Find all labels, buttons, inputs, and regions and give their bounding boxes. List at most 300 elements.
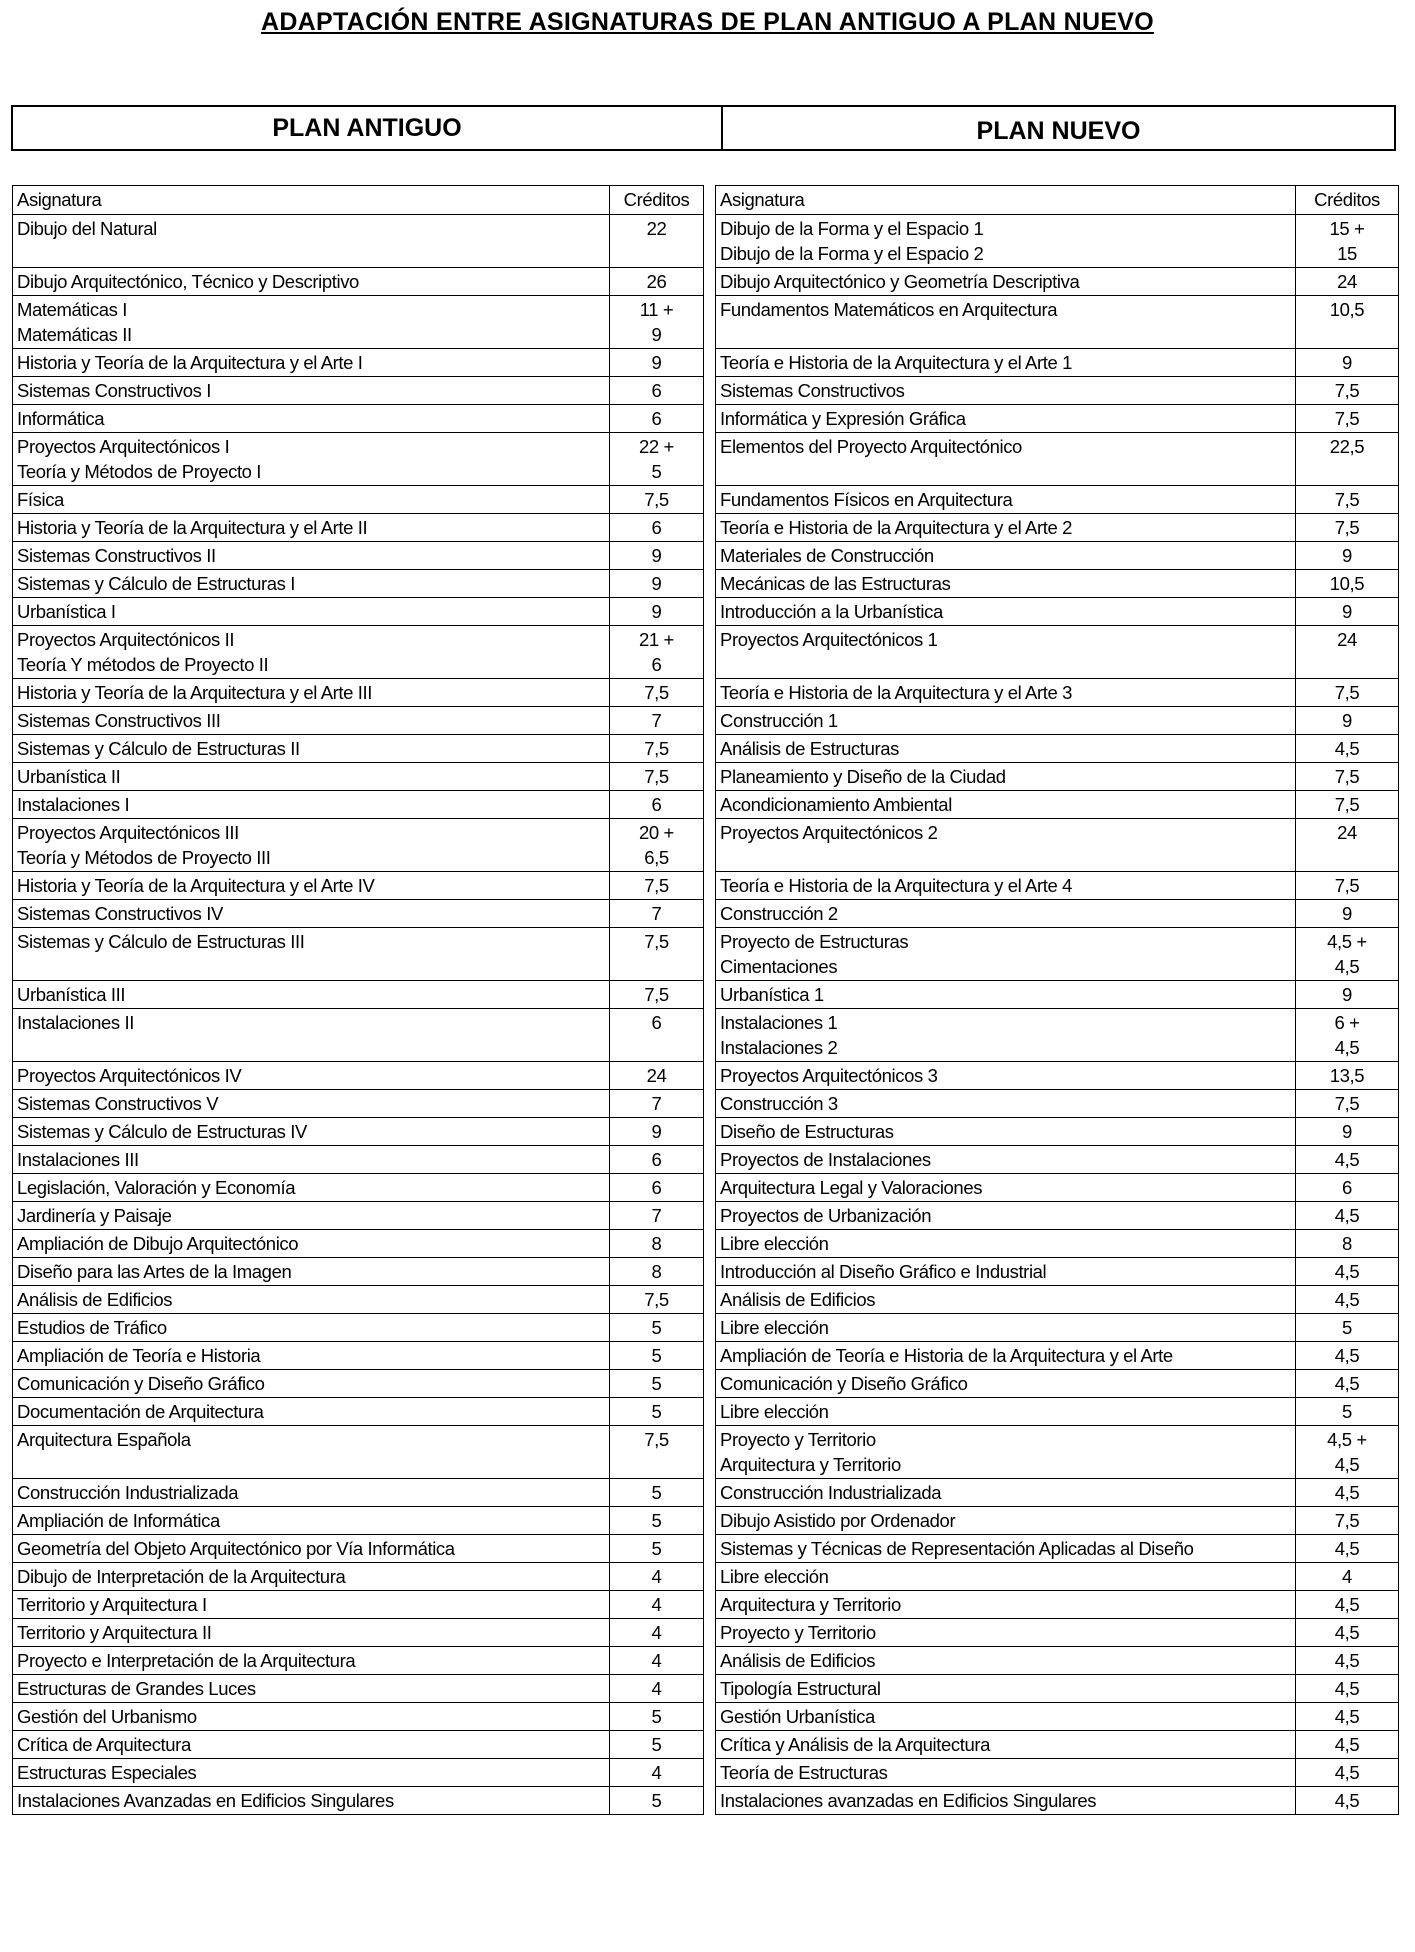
table-row bbox=[13, 928, 1399, 981]
new-credits-cell: 6 bbox=[1296, 1174, 1399, 1202]
old-credits-cell: 5 bbox=[610, 1342, 704, 1370]
new-subject-cell: Teoría e Historia de la Arquitectura y el Arte 2 bbox=[716, 514, 1296, 542]
table-row bbox=[13, 679, 1399, 707]
table-row bbox=[13, 1535, 1399, 1563]
old-credits-cell: 11 + 9 bbox=[610, 296, 704, 349]
old-subject-cell: Proyectos Arquitectónicos I Teoría y Métodos de Proyecto I bbox=[13, 433, 610, 486]
new-credits-cell: 24 bbox=[1296, 268, 1399, 296]
new-subject-cell: Construcción 2 bbox=[716, 900, 1296, 928]
new-subject-cell: Fundamentos Físicos en Arquitectura bbox=[716, 486, 1296, 514]
new-subject-cell: Teoría e Historia de la Arquitectura y el Arte 3 bbox=[716, 679, 1296, 707]
old-credits-cell: 5 bbox=[610, 1370, 704, 1398]
new-subject-cell: Mecánicas de las Estructuras bbox=[716, 570, 1296, 598]
old-subject-cell: Ampliación de Dibujo Arquitectónico bbox=[13, 1230, 610, 1258]
new-credits-cell: 4,5 bbox=[1296, 1479, 1399, 1507]
old-subject-cell: Geometría del Objeto Arquitectónico por Vía Informática bbox=[13, 1535, 610, 1563]
table-row bbox=[13, 405, 1399, 433]
new-subject-cell: Instalaciones 1 Instalaciones 2 bbox=[716, 1009, 1296, 1062]
new-subject-cell: Materiales de Construcción bbox=[716, 542, 1296, 570]
new-subject-cell: Diseño de Estructuras bbox=[716, 1118, 1296, 1146]
new-credits-cell: 4,5 bbox=[1296, 1370, 1399, 1398]
column-gap bbox=[704, 542, 716, 570]
new-credits-cell: 9 bbox=[1296, 542, 1399, 570]
table-row bbox=[13, 626, 1399, 679]
old-subject-cell: Física bbox=[13, 486, 610, 514]
column-gap bbox=[704, 405, 716, 433]
table-row bbox=[13, 1342, 1399, 1370]
table-row bbox=[13, 1479, 1399, 1507]
new-credits-cell: 4,5 bbox=[1296, 735, 1399, 763]
column-gap bbox=[704, 1202, 716, 1230]
old-credits-cell: 7,5 bbox=[610, 872, 704, 900]
old-credits-cell: 7,5 bbox=[610, 928, 704, 981]
table-row bbox=[13, 1787, 1399, 1815]
table-row bbox=[13, 1398, 1399, 1426]
column-gap bbox=[704, 928, 716, 981]
column-gap bbox=[704, 1619, 716, 1647]
old-plan-heading: PLAN ANTIGUO bbox=[13, 107, 723, 149]
old-subject-cell: Historia y Teoría de la Arquitectura y el Arte IV bbox=[13, 872, 610, 900]
new-credits-cell: 7,5 bbox=[1296, 1507, 1399, 1535]
column-gap bbox=[704, 1370, 716, 1398]
column-gap bbox=[704, 1314, 716, 1342]
new-credits-cell: 4,5 bbox=[1296, 1591, 1399, 1619]
new-credits-cell: 13,5 bbox=[1296, 1062, 1399, 1090]
old-subject-cell: Sistemas Constructivos V bbox=[13, 1090, 610, 1118]
new-credits-cell: 4,5 + 4,5 bbox=[1296, 1426, 1399, 1479]
old-subject-cell: Informática bbox=[13, 405, 610, 433]
old-subject-cell: Historia y Teoría de la Arquitectura y el Arte II bbox=[13, 514, 610, 542]
new-subject-cell: Construcción 3 bbox=[716, 1090, 1296, 1118]
new-subject-cell: Teoría e Historia de la Arquitectura y el Arte 1 bbox=[716, 349, 1296, 377]
old-credits-cell: 7 bbox=[610, 707, 704, 735]
table-row bbox=[13, 1675, 1399, 1703]
new-subject-cell: Libre elección bbox=[716, 1563, 1296, 1591]
column-gap bbox=[704, 1563, 716, 1591]
column-gap bbox=[704, 570, 716, 598]
column-gap bbox=[704, 1731, 716, 1759]
old-subject-cell: Urbanística II bbox=[13, 763, 610, 791]
new-subject-cell: Gestión Urbanística bbox=[716, 1703, 1296, 1731]
old-subject-cell: Estudios de Tráfico bbox=[13, 1314, 610, 1342]
column-gap bbox=[704, 1342, 716, 1370]
column-gap bbox=[704, 1787, 716, 1815]
new-subject-cell: Construcción 1 bbox=[716, 707, 1296, 735]
new-credits-cell: 4,5 bbox=[1296, 1759, 1399, 1787]
old-credits-cell: 9 bbox=[610, 349, 704, 377]
column-gap bbox=[704, 1286, 716, 1314]
old-subject-cell: Matemáticas I Matemáticas II bbox=[13, 296, 610, 349]
table-row bbox=[13, 707, 1399, 735]
new-credits-cell: 4,5 bbox=[1296, 1342, 1399, 1370]
table-row bbox=[13, 1062, 1399, 1090]
old-credits-cell: 6 bbox=[610, 1174, 704, 1202]
old-credits-cell: 6 bbox=[610, 791, 704, 819]
column-gap bbox=[704, 981, 716, 1009]
old-credits-cell: 21 + 6 bbox=[610, 626, 704, 679]
new-credits-cell: 7,5 bbox=[1296, 763, 1399, 791]
column-gap bbox=[704, 1535, 716, 1563]
old-subject-cell: Construcción Industrializada bbox=[13, 1479, 610, 1507]
table-row bbox=[13, 1009, 1399, 1062]
old-subject-cell: Sistemas Constructivos IV bbox=[13, 900, 610, 928]
table-row bbox=[13, 1370, 1399, 1398]
new-credits-cell: 7,5 bbox=[1296, 486, 1399, 514]
table-row bbox=[13, 1202, 1399, 1230]
old-subject-cell: Jardinería y Paisaje bbox=[13, 1202, 610, 1230]
plan-header bbox=[11, 105, 1396, 151]
old-credits-cell: 7,5 bbox=[610, 763, 704, 791]
table-row bbox=[13, 1619, 1399, 1647]
new-subject-cell: Proyectos Arquitectónicos 2 bbox=[716, 819, 1296, 872]
old-credits-cell: 7 bbox=[610, 900, 704, 928]
table-row bbox=[13, 215, 1399, 268]
column-gap bbox=[704, 1675, 716, 1703]
old-subject-cell: Proyectos Arquitectónicos IV bbox=[13, 1062, 610, 1090]
new-subject-header: Asignatura bbox=[716, 186, 1296, 215]
old-credits-cell: 9 bbox=[610, 598, 704, 626]
column-gap bbox=[704, 1398, 716, 1426]
old-subject-cell: Crítica de Arquitectura bbox=[13, 1731, 610, 1759]
old-subject-cell: Instalaciones Avanzadas en Edificios Singulares bbox=[13, 1787, 610, 1815]
old-subject-cell: Historia y Teoría de la Arquitectura y el Arte I bbox=[13, 349, 610, 377]
new-credits-cell: 4,5 bbox=[1296, 1675, 1399, 1703]
old-subject-cell: Proyectos Arquitectónicos II Teoría Y métodos de Proyecto II bbox=[13, 626, 610, 679]
new-subject-cell: Elementos del Proyecto Arquitectónico bbox=[716, 433, 1296, 486]
new-subject-cell: Instalaciones avanzadas en Edificios Singulares bbox=[716, 1787, 1296, 1815]
new-subject-cell: Proyecto de Estructuras Cimentaciones bbox=[716, 928, 1296, 981]
table-row bbox=[13, 1507, 1399, 1535]
table-row bbox=[13, 1174, 1399, 1202]
table-row bbox=[13, 763, 1399, 791]
old-credits-cell: 22 bbox=[610, 215, 704, 268]
column-gap bbox=[704, 1591, 716, 1619]
column-gap bbox=[704, 186, 716, 215]
new-credits-cell: 9 bbox=[1296, 349, 1399, 377]
old-subject-cell: Diseño para las Artes de la Imagen bbox=[13, 1258, 610, 1286]
column-gap bbox=[704, 1230, 716, 1258]
old-subject-cell: Sistemas y Cálculo de Estructuras III bbox=[13, 928, 610, 981]
column-gap bbox=[704, 1090, 716, 1118]
old-subject-cell: Ampliación de Teoría e Historia bbox=[13, 1342, 610, 1370]
new-credits-cell: 9 bbox=[1296, 707, 1399, 735]
new-subject-cell: Proyecto y Territorio bbox=[716, 1619, 1296, 1647]
new-credits-cell: 7,5 bbox=[1296, 405, 1399, 433]
old-credits-cell: 4 bbox=[610, 1759, 704, 1787]
new-credits-cell: 24 bbox=[1296, 819, 1399, 872]
column-gap bbox=[704, 486, 716, 514]
new-credits-cell: 9 bbox=[1296, 981, 1399, 1009]
new-subject-cell: Sistemas Constructivos bbox=[716, 377, 1296, 405]
old-credits-cell: 5 bbox=[610, 1507, 704, 1535]
new-credits-cell: 4,5 bbox=[1296, 1703, 1399, 1731]
old-subject-cell: Historia y Teoría de la Arquitectura y el Arte III bbox=[13, 679, 610, 707]
table-row bbox=[13, 981, 1399, 1009]
table-row bbox=[13, 1759, 1399, 1787]
old-subject-cell: Comunicación y Diseño Gráfico bbox=[13, 1370, 610, 1398]
old-credits-cell: 7,5 bbox=[610, 981, 704, 1009]
old-subject-header: Asignatura bbox=[13, 186, 610, 215]
column-gap bbox=[704, 707, 716, 735]
table-row bbox=[13, 819, 1399, 872]
column-gap bbox=[704, 1118, 716, 1146]
table-row bbox=[13, 570, 1399, 598]
new-credits-cell: 24 bbox=[1296, 626, 1399, 679]
column-gap bbox=[704, 1479, 716, 1507]
adaptation-table bbox=[12, 185, 1399, 1815]
new-subject-cell: Teoría e Historia de la Arquitectura y el Arte 4 bbox=[716, 872, 1296, 900]
old-credits-cell: 4 bbox=[610, 1563, 704, 1591]
old-subject-cell: Instalaciones II bbox=[13, 1009, 610, 1062]
old-subject-cell: Ampliación de Informática bbox=[13, 1507, 610, 1535]
old-credits-cell: 6 bbox=[610, 1009, 704, 1062]
new-subject-cell: Dibujo Asistido por Ordenador bbox=[716, 1507, 1296, 1535]
new-subject-cell: Proyectos Arquitectónicos 1 bbox=[716, 626, 1296, 679]
new-subject-cell: Proyectos de Instalaciones bbox=[716, 1146, 1296, 1174]
column-gap bbox=[704, 1426, 716, 1479]
new-credits-cell: 4,5 bbox=[1296, 1731, 1399, 1759]
new-credits-cell: 4,5 bbox=[1296, 1787, 1399, 1815]
new-credits-cell: 7,5 bbox=[1296, 1090, 1399, 1118]
table-row bbox=[13, 1703, 1399, 1731]
old-subject-cell: Urbanística I bbox=[13, 598, 610, 626]
new-credits-cell: 4,5 bbox=[1296, 1647, 1399, 1675]
table-row bbox=[13, 1563, 1399, 1591]
old-subject-cell: Arquitectura Española bbox=[13, 1426, 610, 1479]
new-credits-cell: 8 bbox=[1296, 1230, 1399, 1258]
table-row bbox=[13, 542, 1399, 570]
old-credits-cell: 4 bbox=[610, 1647, 704, 1675]
new-credits-cell: 7,5 bbox=[1296, 791, 1399, 819]
table-row bbox=[13, 1258, 1399, 1286]
new-credits-cell: 10,5 bbox=[1296, 570, 1399, 598]
table-row bbox=[13, 514, 1399, 542]
table-row bbox=[13, 791, 1399, 819]
new-subject-cell: Dibujo Arquitectónico y Geometría Descriptiva bbox=[716, 268, 1296, 296]
table-row bbox=[13, 433, 1399, 486]
column-gap bbox=[704, 1258, 716, 1286]
old-credits-cell: 5 bbox=[610, 1535, 704, 1563]
old-credits-cell: 4 bbox=[610, 1619, 704, 1647]
old-credits-cell: 6 bbox=[610, 405, 704, 433]
old-subject-cell: Estructuras Especiales bbox=[13, 1759, 610, 1787]
new-subject-cell: Proyectos Arquitectónicos 3 bbox=[716, 1062, 1296, 1090]
old-credits-cell: 9 bbox=[610, 542, 704, 570]
old-subject-cell: Legislación, Valoración y Economía bbox=[13, 1174, 610, 1202]
column-gap bbox=[704, 763, 716, 791]
old-credits-cell: 7 bbox=[610, 1090, 704, 1118]
new-credits-cell: 7,5 bbox=[1296, 872, 1399, 900]
column-gap bbox=[704, 791, 716, 819]
column-gap bbox=[704, 598, 716, 626]
new-subject-cell: Libre elección bbox=[716, 1398, 1296, 1426]
column-gap bbox=[704, 1759, 716, 1787]
old-subject-cell: Proyecto e Interpretación de la Arquitectura bbox=[13, 1647, 610, 1675]
old-credits-cell: 8 bbox=[610, 1258, 704, 1286]
new-subject-cell: Arquitectura y Territorio bbox=[716, 1591, 1296, 1619]
new-subject-cell: Libre elección bbox=[716, 1230, 1296, 1258]
table-row bbox=[13, 1090, 1399, 1118]
table-row bbox=[13, 1286, 1399, 1314]
new-subject-cell: Sistemas y Técnicas de Representación Aplicadas al Diseño bbox=[716, 1535, 1296, 1563]
new-subject-cell: Acondicionamiento Ambiental bbox=[716, 791, 1296, 819]
old-subject-cell: Urbanística III bbox=[13, 981, 610, 1009]
new-subject-cell: Ampliación de Teoría e Historia de la Arquitectura y el Arte bbox=[716, 1342, 1296, 1370]
column-gap bbox=[704, 626, 716, 679]
column-gap bbox=[704, 296, 716, 349]
table-row bbox=[13, 1230, 1399, 1258]
old-credits-cell: 20 + 6,5 bbox=[610, 819, 704, 872]
new-credits-cell: 7,5 bbox=[1296, 377, 1399, 405]
table-row bbox=[13, 349, 1399, 377]
old-credits-cell: 8 bbox=[610, 1230, 704, 1258]
new-credits-cell: 4,5 bbox=[1296, 1619, 1399, 1647]
column-gap bbox=[704, 433, 716, 486]
new-subject-cell: Libre elección bbox=[716, 1314, 1296, 1342]
column-gap bbox=[704, 514, 716, 542]
new-subject-cell: Análisis de Estructuras bbox=[716, 735, 1296, 763]
old-credits-cell: 26 bbox=[610, 268, 704, 296]
old-credits-cell: 6 bbox=[610, 1146, 704, 1174]
new-credits-cell: 4,5 bbox=[1296, 1286, 1399, 1314]
column-gap bbox=[704, 1062, 716, 1090]
table-row bbox=[13, 1146, 1399, 1174]
old-credits-cell: 4 bbox=[610, 1675, 704, 1703]
old-subject-cell: Sistemas y Cálculo de Estructuras IV bbox=[13, 1118, 610, 1146]
page-title: ADAPTACIÓN ENTRE ASIGNATURAS DE PLAN ANTIGUO A PLAN NUEVO bbox=[260, 8, 1155, 36]
old-credits-cell: 5 bbox=[610, 1787, 704, 1815]
old-credits-cell: 6 bbox=[610, 377, 704, 405]
column-gap bbox=[704, 349, 716, 377]
old-subject-cell: Sistemas Constructivos II bbox=[13, 542, 610, 570]
old-subject-cell: Sistemas y Cálculo de Estructuras I bbox=[13, 570, 610, 598]
old-subject-cell: Dibujo de Interpretación de la Arquitectura bbox=[13, 1563, 610, 1591]
old-credits-cell: 7,5 bbox=[610, 735, 704, 763]
new-credits-cell: 15 + 15 bbox=[1296, 215, 1399, 268]
column-gap bbox=[704, 268, 716, 296]
table-row bbox=[13, 1731, 1399, 1759]
old-subject-cell: Proyectos Arquitectónicos III Teoría y Métodos de Proyecto III bbox=[13, 819, 610, 872]
column-gap bbox=[704, 1174, 716, 1202]
old-credits-cell: 22 + 5 bbox=[610, 433, 704, 486]
old-subject-cell: Gestión del Urbanismo bbox=[13, 1703, 610, 1731]
new-subject-cell: Análisis de Edificios bbox=[716, 1647, 1296, 1675]
new-subject-cell: Fundamentos Matemáticos en Arquitectura bbox=[716, 296, 1296, 349]
table-row bbox=[13, 377, 1399, 405]
new-subject-cell: Comunicación y Diseño Gráfico bbox=[716, 1370, 1296, 1398]
old-credits-cell: 5 bbox=[610, 1703, 704, 1731]
old-subject-cell: Sistemas y Cálculo de Estructuras II bbox=[13, 735, 610, 763]
old-credits-cell: 7,5 bbox=[610, 486, 704, 514]
new-subject-cell: Crítica y Análisis de la Arquitectura bbox=[716, 1731, 1296, 1759]
old-credits-cell: 7,5 bbox=[610, 1426, 704, 1479]
old-credits-cell: 4 bbox=[610, 1591, 704, 1619]
old-subject-cell: Territorio y Arquitectura II bbox=[13, 1619, 610, 1647]
new-credits-cell: 4,5 + 4,5 bbox=[1296, 928, 1399, 981]
old-credits-cell: 9 bbox=[610, 570, 704, 598]
old-credits-cell: 5 bbox=[610, 1314, 704, 1342]
old-subject-cell: Territorio y Arquitectura I bbox=[13, 1591, 610, 1619]
new-subject-cell: Arquitectura Legal y Valoraciones bbox=[716, 1174, 1296, 1202]
table-row bbox=[13, 1118, 1399, 1146]
column-gap bbox=[704, 1507, 716, 1535]
new-credits-cell: 6 + 4,5 bbox=[1296, 1009, 1399, 1062]
column-gap bbox=[704, 735, 716, 763]
new-credits-cell: 4 bbox=[1296, 1563, 1399, 1591]
column-gap bbox=[704, 900, 716, 928]
column-gap bbox=[704, 1703, 716, 1731]
old-subject-cell: Análisis de Edificios bbox=[13, 1286, 610, 1314]
old-subject-cell: Instalaciones I bbox=[13, 791, 610, 819]
new-credits-cell: 4,5 bbox=[1296, 1258, 1399, 1286]
new-subject-cell: Informática y Expresión Gráfica bbox=[716, 405, 1296, 433]
table-row bbox=[13, 735, 1399, 763]
old-credits-cell: 7,5 bbox=[610, 679, 704, 707]
table-row bbox=[13, 486, 1399, 514]
new-subject-cell: Análisis de Edificios bbox=[716, 1286, 1296, 1314]
new-subject-cell: Proyectos de Urbanización bbox=[716, 1202, 1296, 1230]
new-subject-cell: Dibujo de la Forma y el Espacio 1 Dibujo de la Forma y el Espacio 2 bbox=[716, 215, 1296, 268]
column-gap bbox=[704, 215, 716, 268]
new-credits-cell: 22,5 bbox=[1296, 433, 1399, 486]
new-subject-cell: Teoría de Estructuras bbox=[716, 1759, 1296, 1787]
new-subject-cell: Proyecto y Territorio Arquitectura y Territorio bbox=[716, 1426, 1296, 1479]
old-credits-cell: 6 bbox=[610, 514, 704, 542]
new-credits-cell: 5 bbox=[1296, 1314, 1399, 1342]
table-row bbox=[13, 598, 1399, 626]
new-plan-heading: PLAN NUEVO bbox=[976, 116, 1141, 145]
new-credits-cell: 4,5 bbox=[1296, 1202, 1399, 1230]
new-credits-cell: 7,5 bbox=[1296, 679, 1399, 707]
old-credits-cell: 7,5 bbox=[610, 1286, 704, 1314]
table-row bbox=[13, 1426, 1399, 1479]
table-row bbox=[13, 1314, 1399, 1342]
new-credits-cell: 4,5 bbox=[1296, 1535, 1399, 1563]
old-subject-cell: Sistemas Constructivos III bbox=[13, 707, 610, 735]
new-subject-cell: Introducción al Diseño Gráfico e Industrial bbox=[716, 1258, 1296, 1286]
old-subject-cell: Sistemas Constructivos I bbox=[13, 377, 610, 405]
column-header-row bbox=[13, 186, 1399, 215]
table-row bbox=[13, 1591, 1399, 1619]
table-row bbox=[13, 872, 1399, 900]
old-subject-cell: Estructuras de Grandes Luces bbox=[13, 1675, 610, 1703]
new-subject-cell: Tipología Estructural bbox=[716, 1675, 1296, 1703]
table-row bbox=[13, 900, 1399, 928]
old-subject-cell: Dibujo Arquitectónico, Técnico y Descriptivo bbox=[13, 268, 610, 296]
column-gap bbox=[704, 377, 716, 405]
new-credits-cell: 5 bbox=[1296, 1398, 1399, 1426]
old-credits-cell: 5 bbox=[610, 1731, 704, 1759]
new-credits-cell: 4,5 bbox=[1296, 1146, 1399, 1174]
column-gap bbox=[704, 1146, 716, 1174]
new-credits-cell: 9 bbox=[1296, 1118, 1399, 1146]
new-credits-cell: 9 bbox=[1296, 900, 1399, 928]
column-gap bbox=[704, 872, 716, 900]
new-subject-cell: Construcción Industrializada bbox=[716, 1479, 1296, 1507]
new-subject-cell: Planeamiento y Diseño de la Ciudad bbox=[716, 763, 1296, 791]
column-gap bbox=[704, 1009, 716, 1062]
table-row bbox=[13, 296, 1399, 349]
old-subject-cell: Documentación de Arquitectura bbox=[13, 1398, 610, 1426]
table-row bbox=[13, 268, 1399, 296]
column-gap bbox=[704, 1647, 716, 1675]
new-credits-cell: 7,5 bbox=[1296, 514, 1399, 542]
new-subject-cell: Urbanística 1 bbox=[716, 981, 1296, 1009]
old-credits-cell: 24 bbox=[610, 1062, 704, 1090]
old-credits-cell: 9 bbox=[610, 1118, 704, 1146]
old-subject-cell: Dibujo del Natural bbox=[13, 215, 610, 268]
column-gap bbox=[704, 679, 716, 707]
